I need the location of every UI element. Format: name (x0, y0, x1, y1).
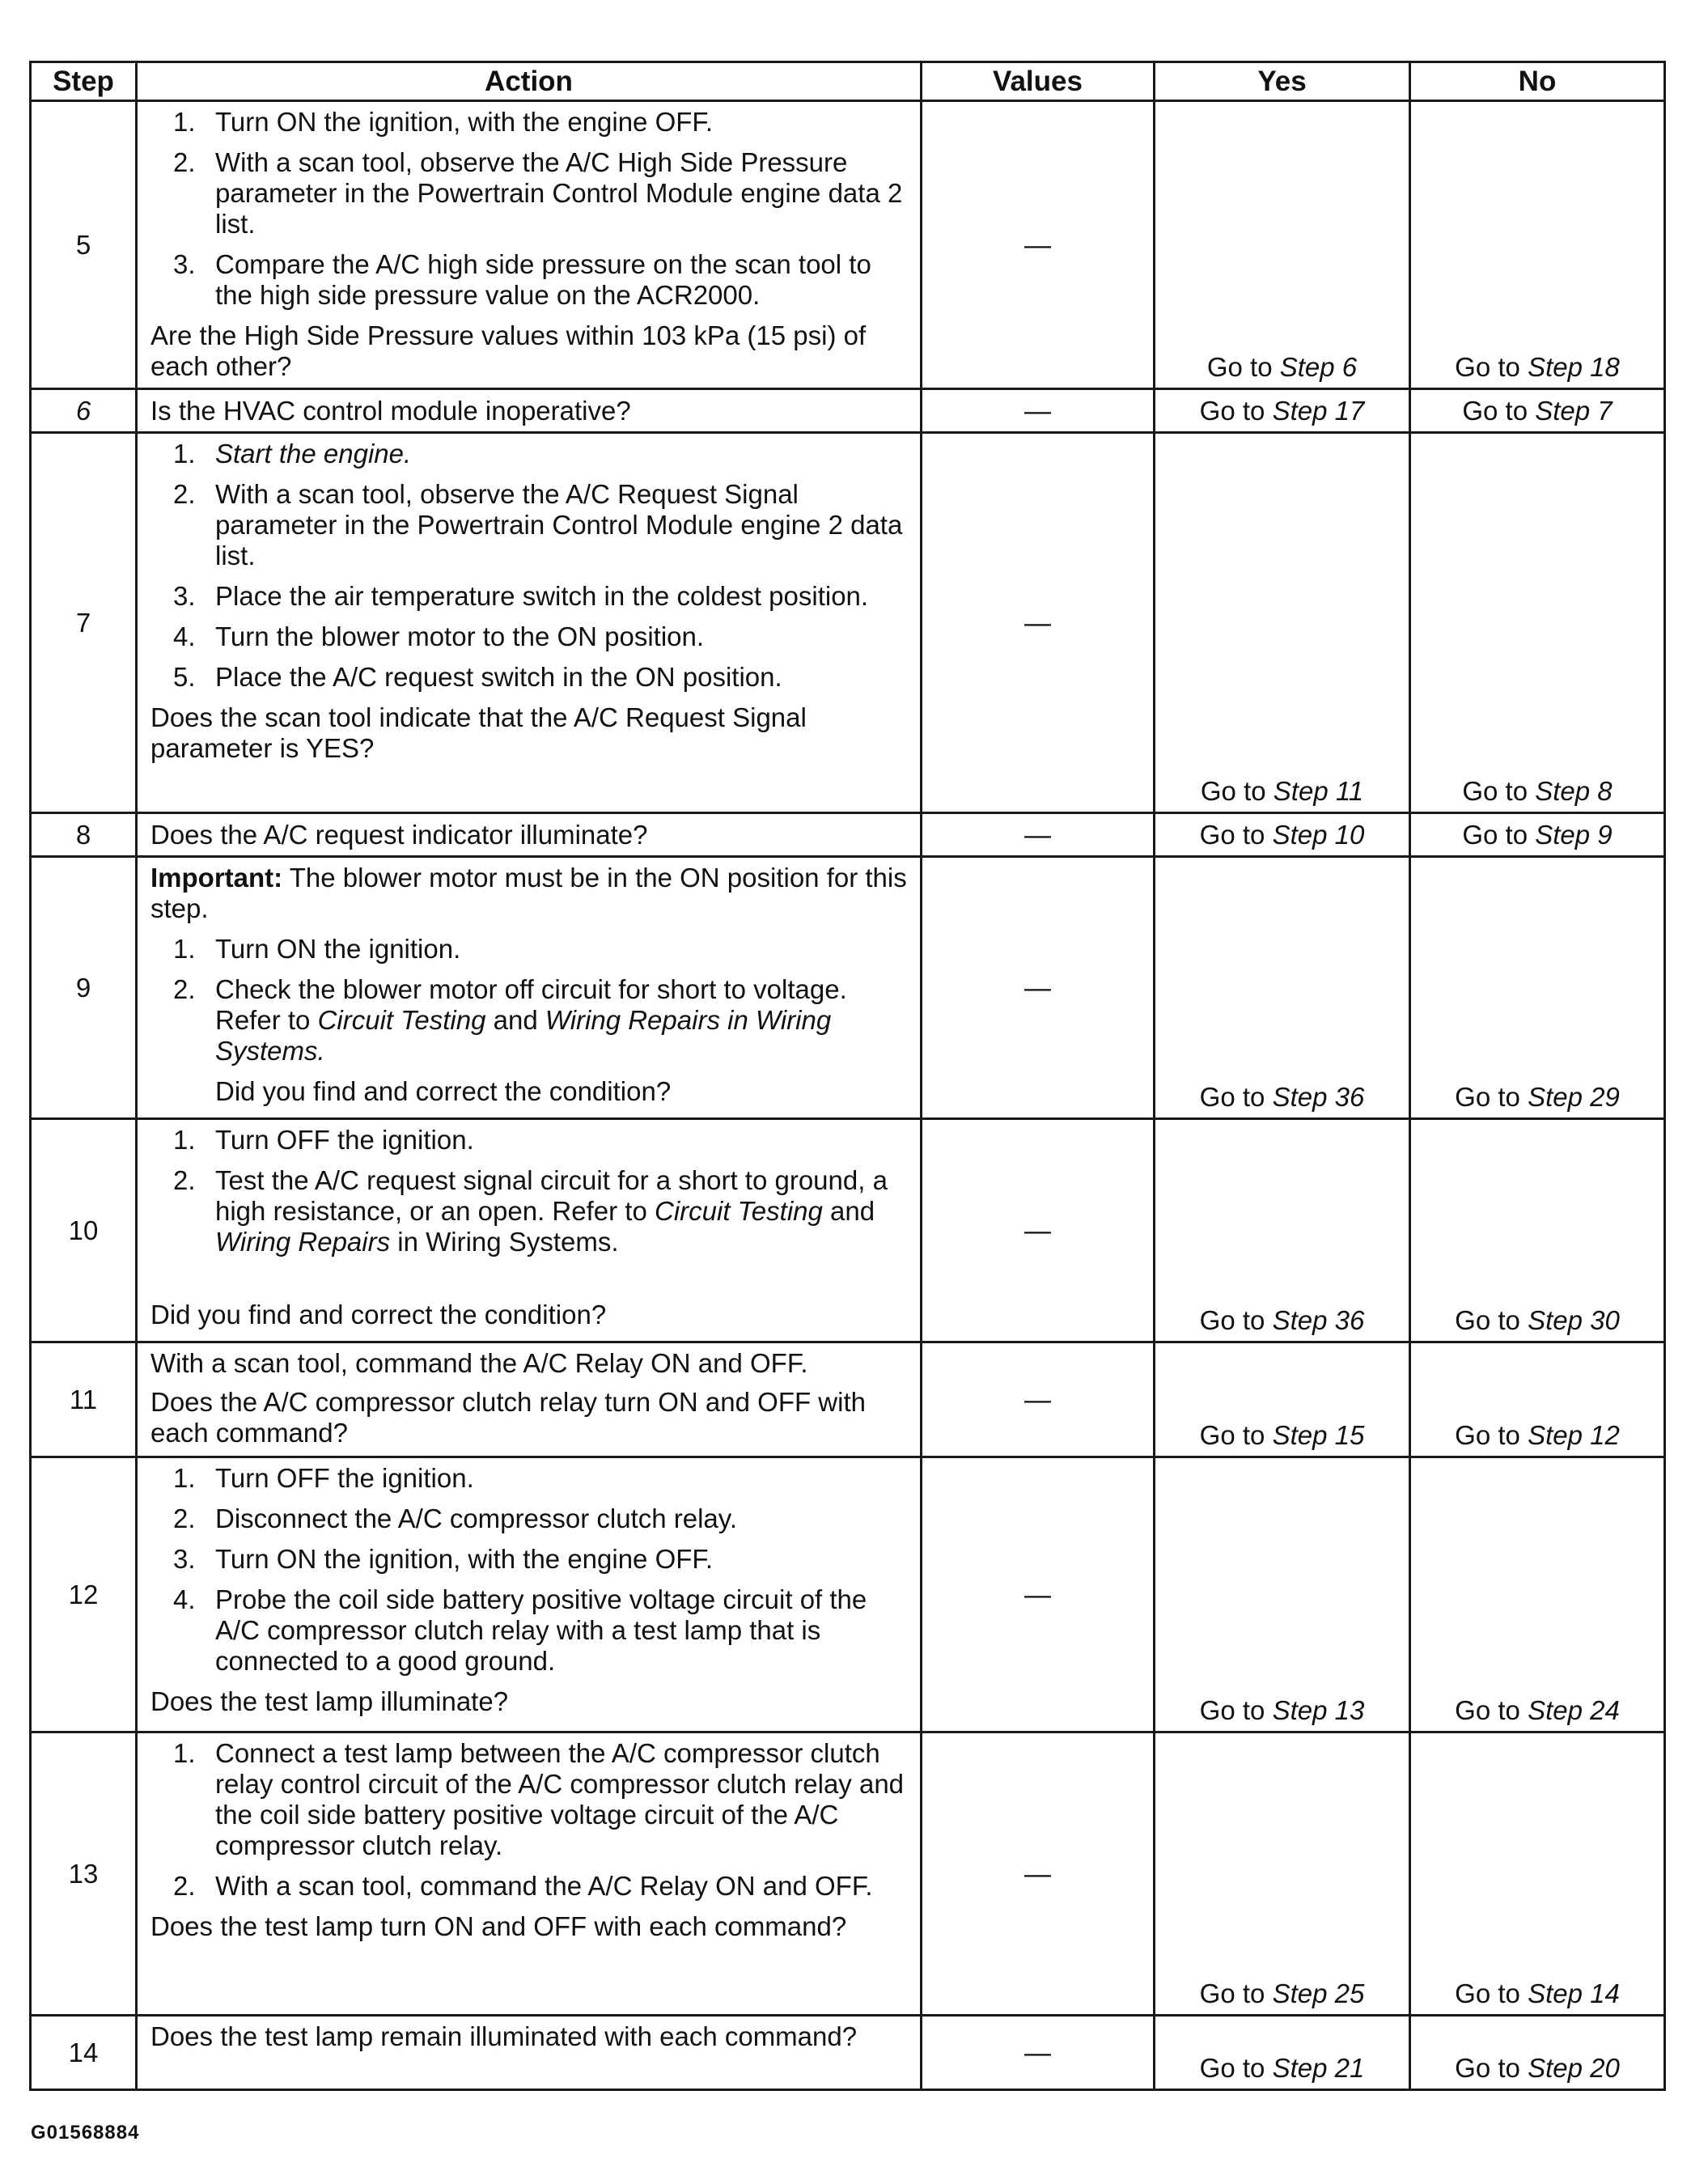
yes-cell: Go to Step 6 (1155, 101, 1410, 389)
header-values: Values (922, 62, 1155, 101)
list-item: 2. Test the A/C request signal circuit for a short to ground, a high resistance, or an open. Refer to Circuit Testing and Wiring Repairs in Wiring Systems. (173, 1165, 888, 1257)
action-cell (137, 2016, 922, 2090)
list-item: 3. Compare the A/C high side pressure on the scan tool to the high side pressure value on the ACR2000. (173, 249, 871, 310)
no-cell: Go to Step 18 (1410, 101, 1665, 389)
header-yes: Yes (1155, 62, 1410, 101)
action-cell (137, 1342, 922, 1457)
question-text: Does the A/C request indicator illuminate? (150, 819, 648, 850)
yes-cell: Go to Step 17 (1155, 389, 1410, 433)
list-item: 1. Connect a test lamp between the A/C compressor clutch relay control circuit of the A/C compressor clutch relay and the coil side battery positive voltage circuit of the A/C compressor clutch relay. (173, 1738, 905, 1860)
list-item: 3. Turn ON the ignition, with the engine OFF. (173, 1544, 714, 1574)
header-no: No (1410, 62, 1665, 101)
figure-id: G01568884 (31, 2122, 140, 2144)
yes-cell: Go to Step 13 (1155, 1457, 1410, 1732)
yes-cell: Go to Step 25 (1155, 1732, 1410, 2016)
no-cell: Go to Step 24 (1410, 1457, 1665, 1732)
yes-cell: Go to Step 10 (1155, 813, 1410, 857)
values-cell: — (922, 813, 1155, 857)
list-item: 1. Turn OFF the ignition. (173, 1463, 474, 1493)
list-item: 2. With a scan tool, observe the A/C High Side Pressure parameter in the Powertrain Control Module engine data 2 list. (173, 147, 903, 239)
step-number: 6 (31, 389, 137, 433)
list-item: 2. With a scan tool, observe the A/C Request Signal parameter in the Powertrain Control Module engine 2 data list. (173, 479, 903, 570)
table-row (31, 433, 1665, 813)
list-item: 2. Check the blower motor off circuit for short to voltage. Refer to Circuit Testing and Wiring Repairs in Wiring Systems. (173, 974, 847, 1066)
question-text: Does the test lamp turn ON and OFF with each command? (150, 1911, 847, 1941)
list-item: 2. Disconnect the A/C compressor clutch relay. (173, 1503, 737, 1533)
step-number: 5 (31, 101, 137, 389)
list-item: 5. Place the A/C request switch in the ON position. (173, 662, 782, 692)
table-row (31, 2016, 1665, 2090)
values-cell: — (922, 2016, 1155, 2090)
step-number: 7 (31, 433, 137, 813)
list-item: 4. Turn the blower motor to the ON position. (173, 621, 705, 651)
yes-cell: Go to Step 36 (1155, 857, 1410, 1119)
table-row (31, 1119, 1665, 1342)
no-cell: Go to Step 30 (1410, 1119, 1665, 1342)
list-item: 4. Probe the coil side battery positive voltage circuit of the A/C compressor clutch relay with a test lamp that is connected to a good ground. (173, 1584, 867, 1676)
values-cell: — (922, 857, 1155, 1119)
table-row (31, 101, 1665, 389)
table-row (31, 1342, 1665, 1457)
action-cell (137, 389, 922, 433)
values-cell: — (922, 1732, 1155, 2016)
question-text: Does the test lamp illuminate? (150, 1686, 509, 1716)
header-row (31, 62, 1665, 101)
no-cell: Go to Step 20 (1410, 2016, 1665, 2090)
question-text: Does the A/C compressor clutch relay turn ON and OFF with each command? (150, 1387, 866, 1448)
action-cell (137, 1119, 922, 1342)
important-note: Important: The blower motor must be in the ON position for this step. (150, 863, 907, 923)
list-item: 1. Start the engine. (173, 439, 412, 469)
action-cell (137, 1457, 922, 1732)
list-item: 1. Turn OFF the ignition. (173, 1125, 474, 1155)
values-cell: — (922, 101, 1155, 389)
step-number: 12 (31, 1457, 137, 1732)
step-number: 14 (31, 2016, 137, 2090)
list-item: 1. Turn ON the ignition, with the engine OFF. (173, 107, 714, 137)
list-item: 1. Turn ON the ignition. (173, 934, 461, 964)
yes-cell: Go to Step 21 (1155, 2016, 1410, 2090)
question-text: Did you find and correct the condition? (150, 1300, 607, 1329)
yes-cell: Go to Step 36 (1155, 1119, 1410, 1342)
yes-cell: Go to Step 15 (1155, 1342, 1410, 1457)
action-cell (137, 857, 922, 1119)
diagnostic-table (29, 61, 1666, 2091)
table-row (31, 813, 1665, 857)
question-text: Did you find and correct the condition? (215, 1076, 672, 1106)
step-number: 13 (31, 1732, 137, 2016)
table-row (31, 1732, 1665, 2016)
values-cell: — (922, 389, 1155, 433)
question-text: Does the scan tool indicate that the A/C Request Signal parameter is YES? (150, 702, 807, 763)
action-cell (137, 813, 922, 857)
values-cell: — (922, 433, 1155, 813)
action-cell (137, 1732, 922, 2016)
list-item: 2. With a scan tool, command the A/C Relay ON and OFF. (173, 1871, 873, 1901)
action-cell (137, 101, 922, 389)
values-cell: — (922, 1119, 1155, 1342)
question-text: Does the test lamp remain illuminated with each command? (150, 2021, 858, 2051)
step-number: 11 (31, 1342, 137, 1457)
diagnostic-table-container (29, 61, 1663, 2091)
no-cell: Go to Step 29 (1410, 857, 1665, 1119)
question-text: Is the HVAC control module inoperative? (150, 395, 631, 426)
no-cell: Go to Step 12 (1410, 1342, 1665, 1457)
step-number: 9 (31, 857, 137, 1119)
values-cell: — (922, 1457, 1155, 1732)
table-row (31, 1457, 1665, 1732)
no-cell: Go to Step 9 (1410, 813, 1665, 857)
no-cell: Go to Step 7 (1410, 389, 1665, 433)
table-row (31, 857, 1665, 1119)
action-cell (137, 433, 922, 813)
list-item: 3. Place the air temperature switch in the coldest position. (173, 581, 869, 611)
header-action: Action (137, 62, 922, 101)
intro-text: With a scan tool, command the A/C Relay ON and OFF. (150, 1348, 808, 1378)
values-cell: — (922, 1342, 1155, 1457)
step-number: 10 (31, 1119, 137, 1342)
yes-cell: Go to Step 11 (1155, 433, 1410, 813)
no-cell: Go to Step 8 (1410, 433, 1665, 813)
question-text: Are the High Side Pressure values within 103 kPa (15 psi) of each other? (150, 320, 867, 381)
header-step: Step (31, 62, 137, 101)
step-number: 8 (31, 813, 137, 857)
table-row (31, 389, 1665, 433)
no-cell: Go to Step 14 (1410, 1732, 1665, 2016)
